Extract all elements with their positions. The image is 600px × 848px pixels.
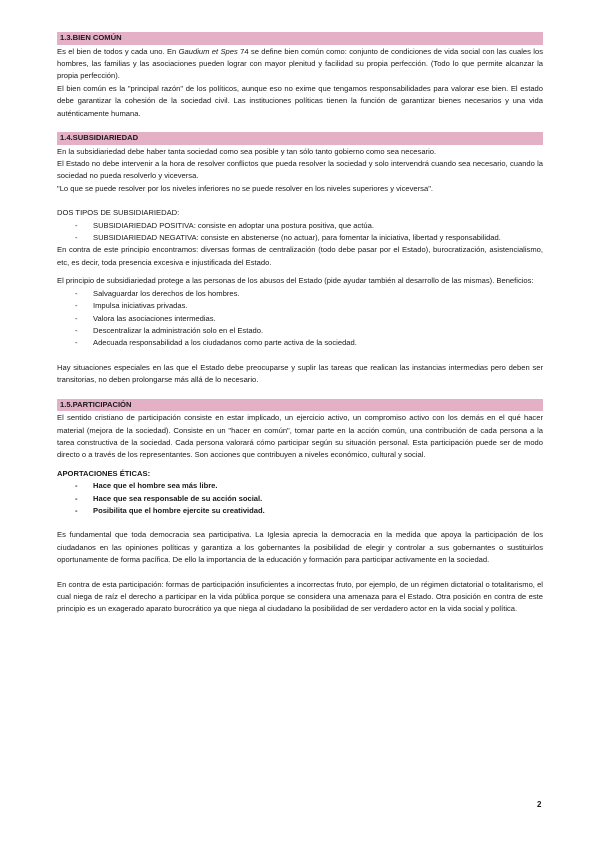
aportaciones-eticas-title: APORTACIONES ÉTICAS: <box>57 468 151 478</box>
bien-comun-p1-end: 74 se define bien común como: conjunto de condiciones de vida social con las cuales los hombres, las familias y las asociaciones pueden lograr con mayor plenitud y facilidad su propia perfección. (Todo lo que permite alcanzar la propia perfección). <box>57 46 543 81</box>
list-item: - SUBSIDIARIEDAD NEGATIVA: consiste en abstenerse (no actuar), para fomentar la iniciativa, libertad y responsabilidad. <box>57 232 543 244</box>
subsidiariedad-paragraph-2: El Estado no debe intervenir a la hora de resolver conflictos que pueda resolver la sociedad y solo intervendrá cuando sea necesario, cuando la sociedad no pueda resolverlo y viceversa. <box>57 159 543 181</box>
list-item: - Adecuada responsabilidad a los ciudadanos como parte activa de la sociedad. <box>57 337 543 349</box>
subsidiariedad-paragraph-1: En la subsidiariedad debe haber tanta sociedad como sea posible y tan sólo tanto gobierno como sea necesario. <box>57 146 437 156</box>
aportaciones-eticas-list <box>57 480 543 517</box>
tipos-subsidiariedad-list <box>57 220 543 245</box>
bien-comun-paragraph-1 <box>57 46 543 83</box>
gaudium-et-spes-citation: Gaudium et Spes <box>178 46 238 56</box>
list-item: - Hace que sea responsable de su acción social. <box>57 493 543 505</box>
subsidiariedad-paragraph-contra: En contra de este principio encontramos: diversas formas de centralización (todo debe pasar por el Estado), burocratización, asistencialismo, etc, es decir, toda presencia excesiva e injustificada del Estado. <box>57 245 543 267</box>
list-item: - Hace que el hombre sea más libre. <box>57 480 543 492</box>
section-heading-subsidiariedad: 1.4.SUBSIDIARIEDAD <box>57 132 543 145</box>
subsidiariedad-paragraph-protege: El principio de subsidiariedad protege a las personas de los abusos del Estado (pide ayudar también al desarrollo de las mismas). Beneficios: <box>57 276 534 286</box>
subsidiariedad-quote: "Lo que se puede resolver por los niveles inferiores no se puede resolver en los niveles superiores y viceversa". <box>57 183 433 193</box>
list-item: - Valora las asociaciones intermedias. <box>57 313 543 325</box>
list-item: - Descentralizar la administración solo en el Estado. <box>57 325 543 337</box>
section-heading-participacion: 1.5.PARTICIPACIÓN <box>57 399 543 412</box>
bien-comun-p1-start: Es el bien de todos y cada uno. En <box>57 46 179 56</box>
tipos-subsidiariedad-title: DOS TIPOS DE SUBSIDIARIEDAD: <box>57 208 180 218</box>
list-item: - Posibilita que el hombre ejercite su creatividad. <box>57 505 543 517</box>
page-content <box>57 32 543 616</box>
participacion-paragraph-democracia: Es fundamental que toda democracia sea participativa. La Iglesia aprecia la democracia en la medida que apoya la participación de los ciudadanos en las opiniones políticas y garantiza a los gobernantes la posibilidad de elegir y controlar a sus gobernantes o sustituirlos oportunamente de forma pacífica. De ello la importancia de la educación y formación para participar activamente en la sociedad. <box>57 530 543 565</box>
list-item: - Salvaguardar los derechos de los hombres. <box>57 288 543 300</box>
participacion-paragraph-contra: En contra de esta participación: formas de participación insuficientes a incorrectas fruto, por ejemplo, de un régimen dictatorial o totalitarismo, el cual niega de raíz el derecho a participar en la vida pública porque se considera una amenaza para el Estado. Otra posición en contra de este principio es un exagerado aparato burocrático ya que niega al ciudadano la posibilidad de ser verdadero actor en la vida social y política. <box>57 579 543 614</box>
list-item: - Impulsa iniciativas privadas. <box>57 300 543 312</box>
participacion-paragraph-1: El sentido cristiano de participación consiste en estar implicado, un ejercicio activo, un compromiso activo con los demás en el qué hacer material (mejora de la sociedad). Consiste en un "hacer en común", tomar parte en la acción común, una contribución de cada persona a la tarea constructiva de la sociedad. Cada persona valorará cómo participar según su situación personal. Esta participación puede ser de modo directo o a través de los representantes. Son acciones que contribuyen a niveles económico, cultural y social. <box>57 413 543 460</box>
beneficios-list <box>57 288 543 350</box>
list-item: - SUBSIDIARIEDAD POSITIVA: consiste en adoptar una postura positiva, que actúa. <box>57 220 543 232</box>
subsidiariedad-paragraph-situaciones: Hay situaciones especiales en las que el Estado debe preocuparse y suplir las tareas que realican las instancias intermedias pero deben ser transitorias, no deben prolongarse más allá de lo necesario. <box>57 362 543 385</box>
bien-comun-paragraph-2: El bien común es la "principal razón" de los políticos, aunque eso no exime que tengamos responsabilidades para valorar ese bien. El estado debe garantizar la cohesión de la sociedad civil. Las instituciones políticas tienen la función de garantizar bienes necesarios y una vida auténticamente humana. <box>57 83 543 118</box>
page-number: 2 <box>537 800 542 809</box>
section-heading-bien-comun: 1.3.BIEN COMÚN <box>57 32 543 45</box>
